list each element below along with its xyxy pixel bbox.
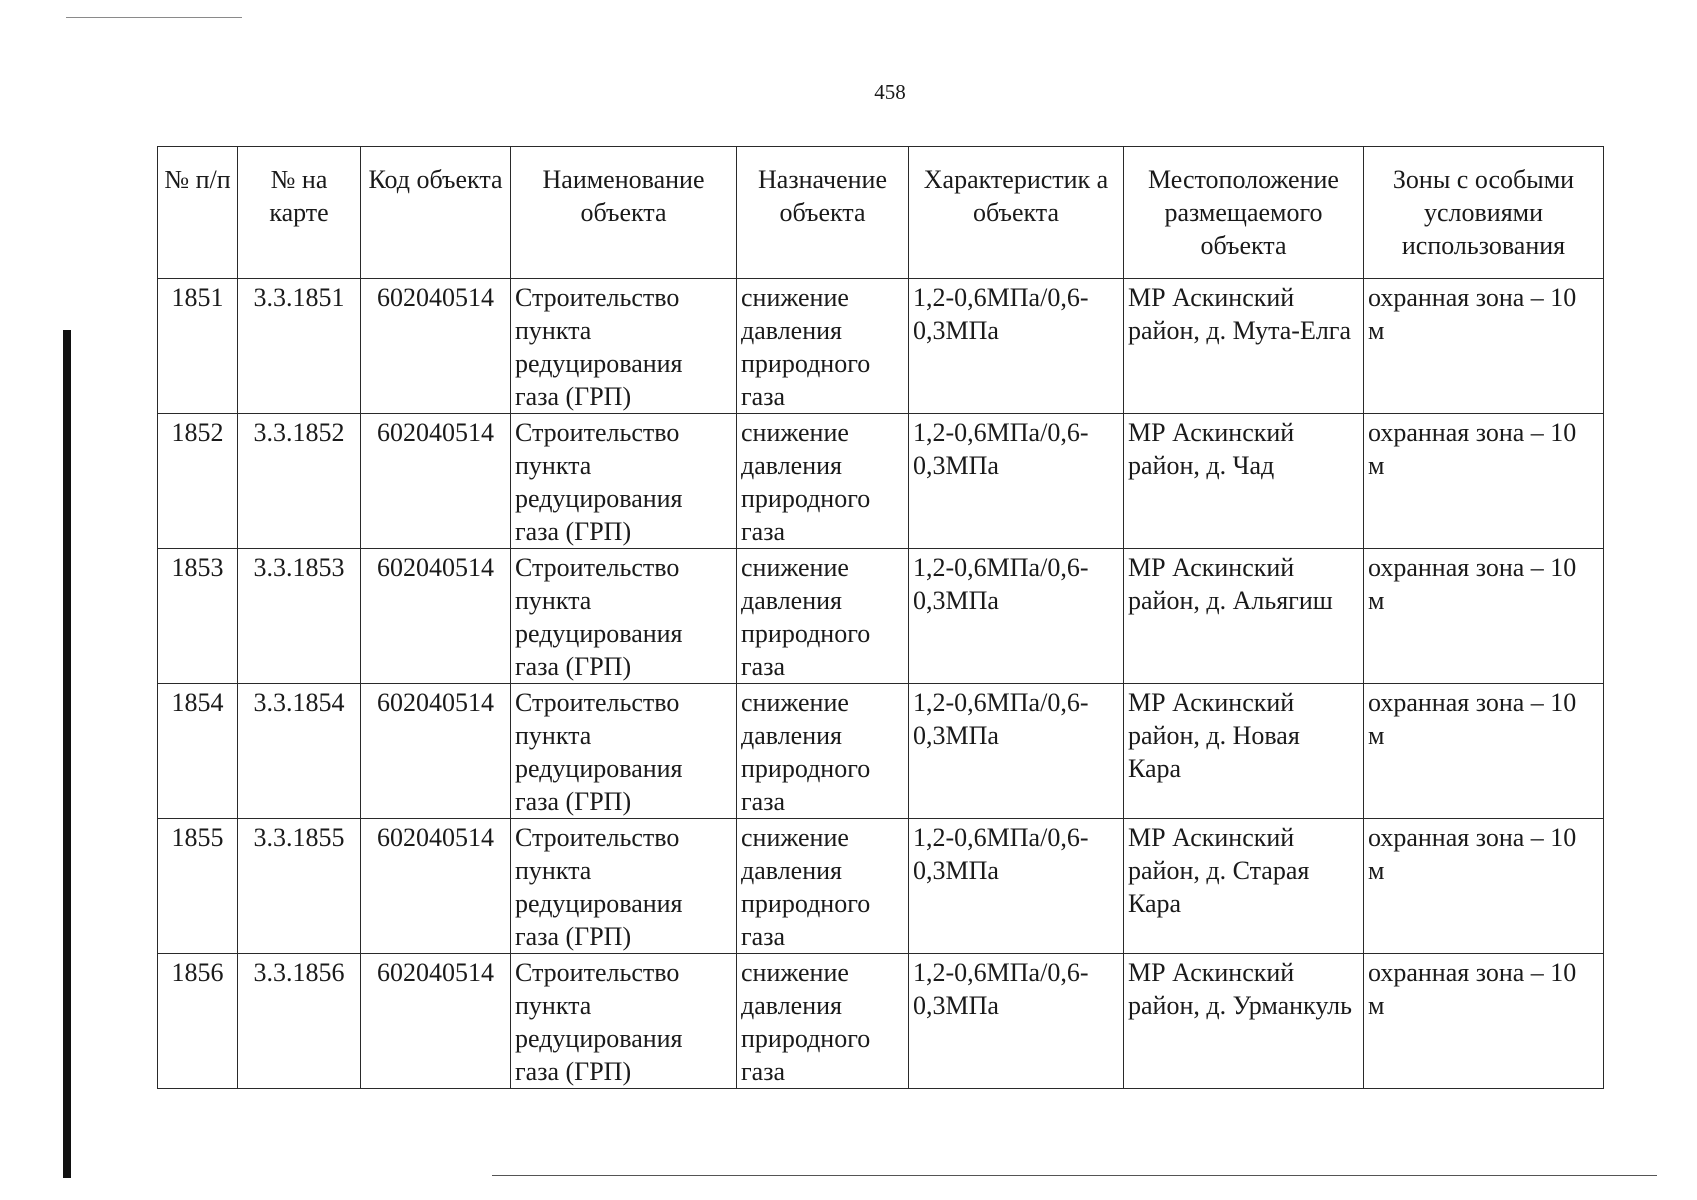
cell-object-location: МР Аскинский район, д. Урманкуль	[1124, 954, 1364, 1089]
cell-num: 1852	[158, 414, 238, 549]
cell-num: 1851	[158, 279, 238, 414]
cell-special-zone: охранная зона – 10 м	[1364, 954, 1604, 1089]
table-row	[158, 414, 1604, 549]
cell-num: 1853	[158, 549, 238, 684]
cell-object-location: МР Аскинский район, д. Альягиш	[1124, 549, 1364, 684]
cell-object-purpose: снижение давления природного газа	[737, 414, 909, 549]
table-row	[158, 279, 1604, 414]
cell-object-name: Строительство пункта редуцирования газа (ГРП)	[511, 684, 737, 819]
cell-object-spec: 1,2-0,6МПа/0,6-0,3МПа	[909, 954, 1124, 1089]
table-header-row	[158, 147, 1604, 279]
table-row	[158, 549, 1604, 684]
page-number: 458	[874, 80, 906, 104]
cell-object-name: Строительство пункта редуцирования газа (ГРП)	[511, 954, 737, 1089]
header-object-name: Наименование объекта	[511, 147, 737, 279]
cell-object-purpose: снижение давления природного газа	[737, 279, 909, 414]
table-row	[158, 684, 1604, 819]
scan-edge-line-top	[66, 17, 242, 18]
cell-object-spec: 1,2-0,6МПа/0,6-0,3МПа	[909, 819, 1124, 954]
cell-object-code: 602040514	[361, 954, 511, 1089]
cell-special-zone: охранная зона – 10 м	[1364, 279, 1604, 414]
scan-edge-bar-left	[63, 330, 71, 1178]
header-object-code: Код объекта	[361, 147, 511, 279]
header-special-zones: Зоны с особыми условиями использования	[1364, 147, 1604, 279]
cell-object-purpose: снижение давления природного газа	[737, 819, 909, 954]
cell-object-location: МР Аскинский район, д. Чад	[1124, 414, 1364, 549]
table-row	[158, 954, 1604, 1089]
cell-map-number: 3.3.1852	[238, 414, 361, 549]
scan-edge-line-bottom	[492, 1175, 1657, 1176]
cell-object-code: 602040514	[361, 684, 511, 819]
cell-object-code: 602040514	[361, 279, 511, 414]
cell-special-zone: охранная зона – 10 м	[1364, 684, 1604, 819]
cell-object-location: МР Аскинский район, д. Старая Кара	[1124, 819, 1364, 954]
cell-object-spec: 1,2-0,6МПа/0,6-0,3МПа	[909, 414, 1124, 549]
cell-special-zone: охранная зона – 10 м	[1364, 414, 1604, 549]
cell-object-name: Строительство пункта редуцирования газа (ГРП)	[511, 549, 737, 684]
cell-num: 1856	[158, 954, 238, 1089]
cell-object-name: Строительство пункта редуцирования газа (ГРП)	[511, 414, 737, 549]
cell-object-name: Строительство пункта редуцирования газа (ГРП)	[511, 279, 737, 414]
cell-object-purpose: снижение давления природного газа	[737, 954, 909, 1089]
cell-map-number: 3.3.1854	[238, 684, 361, 819]
cell-num: 1854	[158, 684, 238, 819]
cell-object-spec: 1,2-0,6МПа/0,6-0,3МПа	[909, 684, 1124, 819]
cell-map-number: 3.3.1855	[238, 819, 361, 954]
objects-table	[157, 146, 1604, 1089]
cell-object-code: 602040514	[361, 819, 511, 954]
cell-map-number: 3.3.1851	[238, 279, 361, 414]
cell-object-name: Строительство пункта редуцирования газа (ГРП)	[511, 819, 737, 954]
cell-object-purpose: снижение давления природного газа	[737, 684, 909, 819]
cell-map-number: 3.3.1856	[238, 954, 361, 1089]
cell-object-purpose: снижение давления природного газа	[737, 549, 909, 684]
cell-special-zone: охранная зона – 10 м	[1364, 819, 1604, 954]
header-object-location: Местоположение размещаемого объекта	[1124, 147, 1364, 279]
header-num: № п/п	[158, 147, 238, 279]
cell-object-location: МР Аскинский район, д. Мута-Елга	[1124, 279, 1364, 414]
cell-map-number: 3.3.1853	[238, 549, 361, 684]
header-object-purpose: Назначение объекта	[737, 147, 909, 279]
header-object-spec: Характеристик а объекта	[909, 147, 1124, 279]
cell-special-zone: охранная зона – 10 м	[1364, 549, 1604, 684]
cell-num: 1855	[158, 819, 238, 954]
cell-object-location: МР Аскинский район, д. Новая Кара	[1124, 684, 1364, 819]
cell-object-code: 602040514	[361, 549, 511, 684]
cell-object-spec: 1,2-0,6МПа/0,6-0,3МПа	[909, 549, 1124, 684]
cell-object-spec: 1,2-0,6МПа/0,6-0,3МПа	[909, 279, 1124, 414]
table-row	[158, 819, 1604, 954]
cell-object-code: 602040514	[361, 414, 511, 549]
header-map-number: № на карте	[238, 147, 361, 279]
